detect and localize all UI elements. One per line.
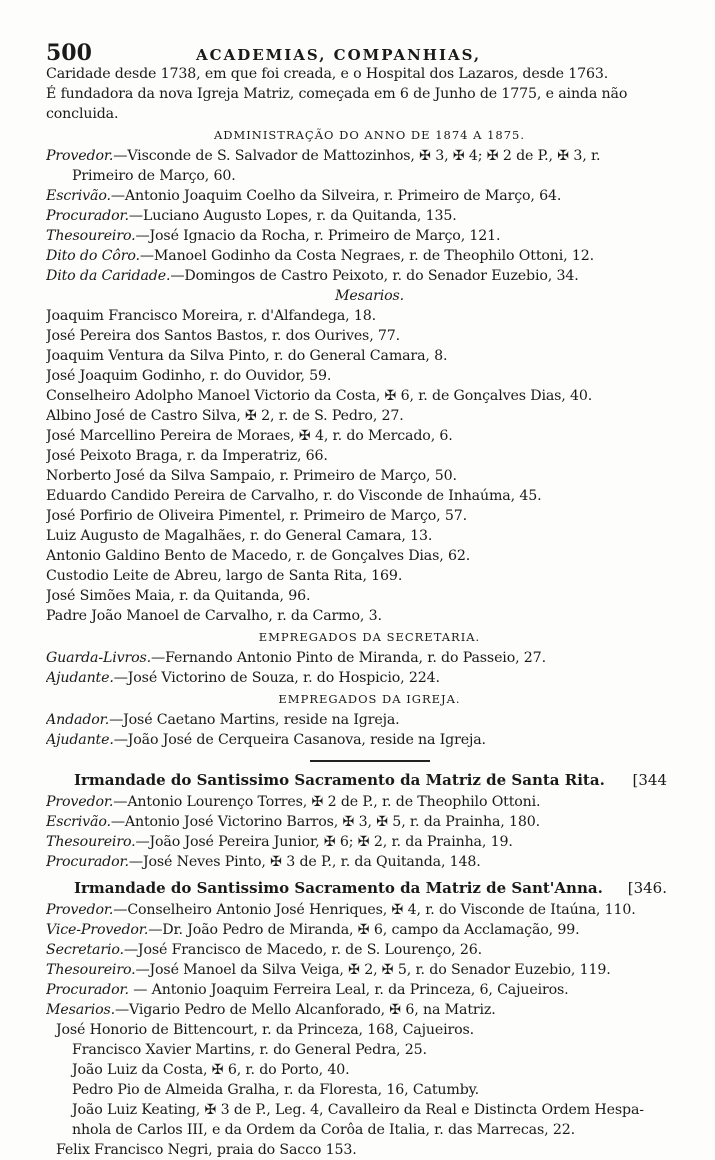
- officer-text: — Antonio Joaquim Ferreira Leal, r. da Princeza, 6, Cajueiros.: [128, 982, 569, 998]
- officer-role: Procurador.: [46, 208, 129, 224]
- officer-row: [46, 832, 693, 852]
- list-item: Felix Francisco Negri, praia do Sacco 153.: [56, 1142, 357, 1158]
- officer-role: Provedor.: [46, 902, 114, 918]
- officer-role: Dito do Côro.: [46, 248, 140, 264]
- list-item: Custodio Leite de Abreu, largo de Santa Rita, 169.: [46, 568, 403, 584]
- list-item: Pedro Pio de Almeida Gralha, r. da Floresta, 16, Catumby.: [72, 1082, 479, 1098]
- list-item: Joaquim Francisco Moreira, r. d'Alfandega, 18.: [46, 308, 376, 324]
- officer-role: Procurador.: [46, 982, 129, 998]
- list-item: Padre João Manoel de Carvalho, r. da Carmo, 3.: [46, 608, 382, 624]
- officer-text: —Luciano Augusto Lopes, r. da Quitanda, 135.: [128, 208, 457, 224]
- officer-text: —João José Pereira Junior, ✠ 6; ✠ 2, r. da Prainha, 19.: [135, 834, 513, 850]
- officer-text: —Antonio José Victorino Barros, ✠ 3, ✠ 5, r. da Prainha, 180.: [110, 814, 541, 830]
- staff-role: Ajudante.: [46, 670, 114, 686]
- list-item: Conselheiro Adolpho Manoel Victorio da Costa, ✠ 6, r. de Gonçalves Dias, 40.: [46, 388, 593, 404]
- list-item: Eduardo Candido Pereira de Carvalho, r. do Visconde de Inhaúma, 45.: [46, 488, 542, 504]
- santanna-title: [46, 876, 693, 900]
- staff-row: [46, 710, 693, 730]
- staff-text: —João José de Cerqueira Casanova, reside na Igreja.: [113, 732, 486, 748]
- list-item: José Joaquim Godinho, r. do Ouvidor, 59.: [46, 368, 332, 384]
- officer-row: [46, 266, 693, 286]
- officer-role: Dito da Caridade.: [46, 268, 171, 284]
- section-divider: [310, 760, 430, 762]
- officer-role: Provedor.: [46, 794, 114, 810]
- list-item: José Pereira dos Santos Bastos, r. dos Ourives, 77.: [46, 328, 401, 344]
- officer-row: [46, 206, 693, 226]
- officer-text: —Antonio Lourenço Torres, ✠ 2 de P., r. de Theophilo Ottoni.: [113, 794, 541, 810]
- officer-text: —Conselheiro Antonio José Henriques, ✠ 4, r. do Visconde de Itaúna, 110.: [113, 902, 636, 918]
- officer-role: Vice-Provedor.: [46, 922, 149, 938]
- officer-role: Thesoureiro.: [46, 962, 136, 978]
- officer-role: Mesarios.: [46, 1002, 115, 1018]
- intro-line: concluida.: [46, 106, 119, 122]
- mesarios-list: [46, 306, 693, 626]
- list-item: João Luiz da Costa, ✠ 6, r. do Porto, 40.: [72, 1062, 350, 1078]
- administration-heading: ADMINISTRAÇÃO DO ANNO DE 1874 A 1875.: [213, 128, 526, 142]
- running-head: [46, 40, 693, 64]
- officer-text: —Manoel Godinho da Costa Negraes, r. de Theophilo Ottoni, 12.: [139, 248, 594, 264]
- santanna-list: [46, 900, 693, 1160]
- list-item: José Marcellino Pereira de Moraes, ✠ 4, r. do Mercado, 6.: [46, 428, 453, 444]
- staff-role: Guarda-Livros.: [46, 650, 152, 666]
- page-number: 500: [46, 40, 92, 66]
- secretaria-heading: EMPREGADOS DA SECRETARIA.: [258, 630, 481, 644]
- officer-text: —Domingos de Castro Peixoto, r. do Senador Euzebio, 34.: [170, 268, 579, 284]
- officer-role: Escrivão.: [46, 188, 111, 204]
- officer-row: [46, 1000, 693, 1020]
- staff-role: Ajudante.: [46, 732, 114, 748]
- staff-text: —José Victorino de Souza, r. do Hospicio, 224.: [113, 670, 440, 686]
- list-item: Francisco Xavier Martins, r. do General Pedra, 25.: [72, 1042, 427, 1058]
- list-item: José Peixoto Braga, r. da Imperatriz, 66.: [46, 448, 328, 464]
- staff-row: [46, 648, 693, 668]
- officer-text: —José Ignacio da Rocha, r. Primeiro de Março, 121.: [135, 228, 501, 244]
- igreja-list: [46, 710, 693, 750]
- section-number: [344: [632, 771, 667, 789]
- section-title-text: Irmandade do Santissimo Sacramento da Matriz de Sant'Anna.: [74, 879, 603, 897]
- officer-row: [46, 940, 693, 960]
- officer-text: —Vigario Pedro de Mello Alcanforado, ✠ 6, na Matriz.: [114, 1002, 496, 1018]
- officer-text: Primeiro de Março, 60.: [72, 168, 236, 184]
- officer-row: [46, 792, 693, 812]
- list-item: João Luiz Keating, ✠ 3 de P., Leg. 4, Cavalleiro da Real e Distincta Ordem Hespa-: [72, 1102, 644, 1118]
- staff-row: [46, 668, 693, 688]
- officer-text: —José Francisco de Macedo, r. de S. Lourenço, 26.: [123, 942, 483, 958]
- officer-row: [46, 246, 693, 266]
- santa-rita-list: [46, 792, 693, 872]
- officer-row: [46, 900, 693, 920]
- list-item: Antonio Galdino Bento de Macedo, r. de Gonçalves Dias, 62.: [46, 548, 471, 564]
- officer-row: [46, 146, 693, 166]
- officer-row: [46, 186, 693, 206]
- mesarios-heading: Mesarios.: [335, 288, 404, 304]
- intro-line: É fundadora da nova Igreja Matriz, começada em 6 de Junho de 1775, e ainda não: [46, 86, 628, 102]
- staff-role: Andador.: [46, 712, 110, 728]
- secretaria-list: [46, 648, 693, 688]
- officers-list: [46, 146, 693, 286]
- officer-role: Secretario.: [46, 942, 124, 958]
- list-item: nhola de Carlos III, e da Ordem da Corôa de Italia, r. das Marrecas, 22.: [72, 1122, 575, 1138]
- officer-row: [46, 812, 693, 832]
- officer-row: [46, 166, 693, 186]
- list-item: José Porfirio de Oliveira Pimentel, r. Primeiro de Março, 57.: [46, 508, 467, 524]
- officer-role: Procurador.: [46, 854, 129, 870]
- officer-role: Thesoureiro.: [46, 228, 136, 244]
- list-item: Joaquim Ventura da Silva Pinto, r. do General Camara, 8.: [46, 348, 448, 364]
- officer-text: —José Manoel da Silva Veiga, ✠ 2, ✠ 5, r. do Senador Euzebio, 119.: [135, 962, 611, 978]
- igreja-heading: EMPREGADOS DA IGREJA.: [278, 692, 461, 706]
- officer-row: [46, 960, 693, 980]
- officer-row: [46, 852, 693, 872]
- officer-text: —Dr. João Pedro de Miranda, ✠ 6, campo da Acclamação, 99.: [148, 922, 580, 938]
- officer-text: —José Neves Pinto, ✠ 3 de P., r. da Quitanda, 148.: [128, 854, 481, 870]
- staff-text: —Fernando Antonio Pinto de Miranda, r. do Passeio, 27.: [151, 650, 546, 666]
- running-title: ACADEMIAS, COMPANHIAS,: [196, 46, 482, 64]
- officer-row: [46, 980, 693, 1000]
- officer-text: —Antonio Joaquim Coelho da Silveira, r. Primeiro de Março, 64.: [110, 188, 562, 204]
- staff-row: [46, 730, 693, 750]
- officer-text: —Visconde de S. Salvador de Mattozinhos, ✠ 3, ✠ 4; ✠ 2 de P., ✠ 3, r.: [113, 148, 601, 164]
- officer-role: Escrivão.: [46, 814, 111, 830]
- intro-line: Caridade desde 1738, em que foi creada, e o Hospital dos Lazaros, desde 1763.: [46, 66, 609, 82]
- officer-row: [46, 226, 693, 246]
- list-item: Albino José de Castro Silva, ✠ 2, r. de S. Pedro, 27.: [46, 408, 404, 424]
- officer-role: Thesoureiro.: [46, 834, 136, 850]
- list-item: Luiz Augusto de Magalhães, r. do General Camara, 13.: [46, 528, 433, 544]
- staff-text: —José Caetano Martins, reside na Igreja.: [109, 712, 400, 728]
- officer-role: Provedor.: [46, 148, 114, 164]
- list-item: José Honorio de Bittencourt, r. da Princeza, 168, Cajueiros.: [56, 1022, 474, 1038]
- section-title-text: Irmandade do Santissimo Sacramento da Matriz de Santa Rita.: [74, 771, 605, 789]
- list-item: José Simões Maia, r. da Quitanda, 96.: [46, 588, 311, 604]
- section-number: [346.: [627, 879, 667, 897]
- intro-paragraph: [46, 64, 693, 124]
- list-item: Norberto José da Silva Sampaio, r. Primeiro de Março, 50.: [46, 468, 457, 484]
- santa-rita-title: [46, 768, 693, 792]
- officer-row: [46, 920, 693, 940]
